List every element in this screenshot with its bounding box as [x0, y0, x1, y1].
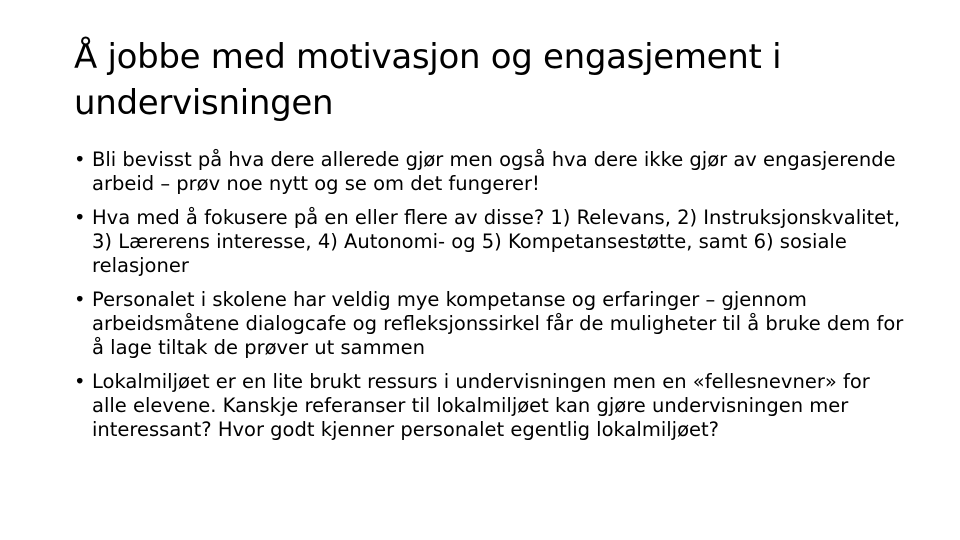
bullet-list	[74, 148, 904, 452]
slide-title: Å jobbe med motivasjon og engasjement i undervisningen	[74, 37, 782, 123]
bullet-marker: •	[74, 148, 86, 171]
bullet-item	[74, 206, 904, 278]
bullet-text: Lokalmiljøet er en lite brukt ressurs i undervisningen men en «fellesnevner» for alle elevene. Kanskje referanser til lokalmiljøet kan gjøre undervisningen mer interessant? Hvor godt kjenner personalet egentlig lokalmiljøet?	[92, 370, 870, 441]
bullet-text: Hva med å fokusere på en eller flere av disse? 1) Relevans, 2) Instruksjonskvalitet, 3) Lærerens interesse, 4) Autonomi- og 5) Kompetansestøtte, samt 6) sosiale relasjoner	[92, 206, 901, 277]
bullet-item	[74, 370, 904, 442]
bullet-item	[74, 148, 904, 196]
bullet-marker: •	[74, 288, 86, 311]
bullet-item	[74, 288, 904, 360]
bullet-text: Personalet i skolene har veldig mye kompetanse og erfaringer – gjennom arbeidsmåtene dialogcafe og refleksjonssirkel får de muligheter til å bruke dem for å lage tiltak de prøver ut sammen	[92, 288, 904, 359]
bullet-text: Bli bevisst på hva dere allerede gjør men også hva dere ikke gjør av engasjerende arbeid – prøv noe nytt og se om det fungerer!	[92, 148, 896, 195]
bullet-marker: •	[74, 370, 86, 393]
bullet-marker: •	[74, 206, 86, 229]
